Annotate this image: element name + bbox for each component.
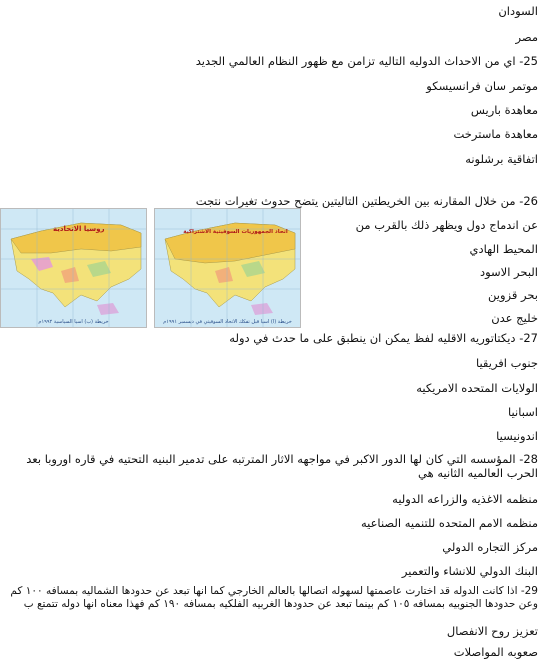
map-asia-1991-graphic	[155, 209, 300, 327]
question-25: 25- اي من الاحداث الدوليه التاليه تزامن مع ظهور النظام العالمي الجديد	[195, 54, 538, 68]
option-south-africa: جنوب افريقيا	[475, 356, 538, 370]
question-27: 27- ديكتاتوريه الاقليه لفظ يمكن ان ينطبق على ما حدث في دوله	[229, 331, 538, 345]
option-itc: مركز التجاره الدولي	[442, 540, 538, 554]
option-unido: منظمه الامم المتحده للتنميه الصناعيه	[360, 516, 538, 530]
option-transport-difficulty: صعوبه المواصلات	[453, 645, 538, 659]
option-usa: الولايات المتحده الامريكيه	[416, 381, 538, 395]
map-asia-1992	[0, 208, 147, 328]
option-paris-treaty: معاهدة باريس	[470, 103, 538, 117]
option-separatism: تعزيز روح الانفصال	[446, 624, 538, 638]
option-sudan: السودان	[498, 4, 538, 18]
map-right-title: اتحاد الجمهوريات السوفيتية الاشتراكية	[183, 229, 288, 235]
option-spain: اسبانيا	[508, 405, 538, 419]
option-pacific: المحيط الهادي	[469, 242, 538, 256]
option-maastricht: معاهدة ماسترخت	[453, 127, 538, 141]
map-left-title: روسيا الاتحادية	[53, 225, 105, 233]
option-egypt: مصر	[515, 30, 538, 44]
map-right-caption: خريطة (أ) آسيا قبل تفكك الاتحاد السوفيتي في ديسمبر ١٩٩١م	[163, 319, 292, 325]
option-fao: منظمه الاغذيه والزراعه الدوليه	[392, 492, 538, 506]
option-indonesia: اندونيسيا	[496, 429, 538, 443]
map-asia-1991	[154, 208, 301, 328]
option-ibrd: البنك الدولي للانشاء والتعمير	[401, 564, 538, 578]
question-28: 28- المؤسسه التي كان لها الدور الاكبر في مواجهه الاثار المترتبه على تدمير البنيه التحتيه في قاره اوروبا بعد الحرب العالميه الثانيه هي	[26, 452, 538, 480]
question-26-cont: عن اندماج دول ويظهر ذلك بالقرب من	[355, 218, 538, 232]
option-barcelona: اتفاقية برشلونه	[465, 152, 538, 166]
option-caspian: بحر قزوين	[488, 288, 538, 302]
option-gulf-aden: خليج عدن	[491, 311, 538, 325]
option-black-sea: البحر الاسود	[479, 265, 538, 279]
question-26: 26- من خلال المقارنه بين الخريطتين التاليتين يتضح حدوث تغيرات نتجت	[195, 194, 538, 208]
map-left-caption: خريطة (ب) آسيا السياسية ١٩٩٢م	[38, 319, 109, 325]
option-san-francisco: موتمر سان فرانسيسكو	[426, 79, 538, 93]
question-29: 29- اذا كانت الدوله قد اختارت عاصمتها لسهوله اتصالها بالعالم الخارجي كما انها تبعد عن حدودها الشماليه بمسافه ١٠٠ كم وعن حدودها الجنوبيه بمسافه ١٠٥ كم بينما تبعد عن حدودها الغربيه الفلكيه بمسافه ١٩٠ كم فهذا معناه انها دوله تتمتع ب	[10, 585, 538, 610]
